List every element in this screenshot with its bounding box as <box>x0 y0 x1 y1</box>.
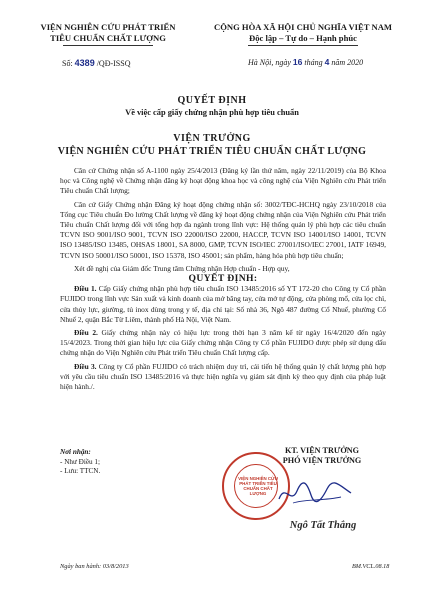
issue-date <box>248 57 363 67</box>
document-title: QUYẾT ĐỊNH <box>177 95 247 106</box>
signer-title-line2: PHÓ VIỆN TRƯỞNG <box>282 456 362 465</box>
recipients-heading: Nơi nhận: <box>60 448 91 456</box>
national-title: CỘNG HÒA XÃ HỘI CHỦ NGHĨA VIỆT NAM <box>213 22 393 32</box>
issuer-underline <box>63 45 153 46</box>
motto-underline <box>248 45 358 46</box>
decision-heading: QUYẾT ĐỊNH: <box>188 273 258 285</box>
document-body <box>60 166 386 392</box>
article-label: Điều 1. <box>74 284 97 294</box>
national-header <box>198 22 408 46</box>
signer-name: Ngô Tất Thắng <box>289 520 357 531</box>
recipients-block <box>60 448 100 477</box>
decision-number-suffix: /QĐ-ISSQ <box>96 59 131 68</box>
article-3 <box>60 362 386 393</box>
seal-text: VIỆN NGHIÊN CỨU PHÁT TRIỂN TIÊU CHUẨN CHẤT LƯỢNG <box>238 476 278 496</box>
issuer-name-line1: VIỆN NGHIÊN CỨU PHÁT TRIỂN <box>40 22 176 32</box>
national-motto: Độc lập – Tự do – Hạnh phúc <box>249 33 357 43</box>
article-text: Giấy chứng nhận này có hiệu lực trong thời hạn 3 năm kể từ ngày 16/4/2020 đến ngày 15/4/2023. Trong thời gian hiệu lực của Giấy chứng nhận Công ty Cổ phần FUJIDO được phép sử dụng dấu chứng nhận do Viện Nghiên cứu Phát triển Tiêu chuẩn Chất lượng cấp. <box>60 328 386 358</box>
article-2 <box>60 328 386 359</box>
footer-form-code: BM.VCL.08.18 <box>352 563 390 570</box>
issuer-header <box>18 22 198 46</box>
handwritten-signature <box>275 475 355 509</box>
date-mid: tháng <box>304 58 323 67</box>
authority-title: VIỆN TRƯỞNG <box>173 133 251 144</box>
recipient-item: - Như Điều 1; <box>60 457 101 466</box>
decision-number <box>62 58 130 68</box>
issuer-name-line2: TIÊU CHUẨN CHẤT LƯỢNG <box>50 33 166 43</box>
signature-block <box>262 446 382 466</box>
preamble-paragraph: Căn cứ Chứng nhận số A-1100 ngày 25/4/2013 (Đăng ký lần thứ năm, ngày 22/11/2019) của Bộ Khoa học và Công nghệ về Chứng nhận đăng ký hoạt động khoa học và công nghệ của Viện Nghiên cứu Phát triển Tiêu chuẩn Chất lượng; <box>60 166 386 196</box>
article-label: Điều 2. <box>74 328 98 338</box>
article-text: Công ty Cổ phần FUJIDO có trách nhiệm duy trì, cải tiến hệ thống quản lý chất lượng phù hợp với yêu cầu tiêu chuẩn ISO 13485:2016 và thực hiện nghĩa vụ giám sát định kỳ theo quy định của pháp luật hiện hành./. <box>60 361 386 392</box>
preamble-paragraph: Căn cứ Giấy Chứng nhận Đăng ký hoạt động chứng nhận số: 3002/TĐC-HCHQ ngày 23/10/2018 của Tổng cục Tiêu chuẩn Đo lường Chất lượng về đăng ký hoạt động chứng nhận của Viện Nghiên cứu Phát triển Tiêu chuẩn Chất lượng đối với tổng hợp đa ngành trong lĩnh vực: Hệ thống quản lý phù hợp các tiêu chuẩn TCVN ISO 9001/ISO 9001, TCVN ISO 22000/ISO 22000, HACCP, TCVN ISO 14001/ISO 14001, TCVN ISO 13485/ISO 13485, OHSAS 18001, SA 8000, GMP, TCVN ISO/IEC 27001/ISO/IEC 27001, IATF 16949, TCVN ISO 50001/ISO 50001, ISO 15378, ISO 45001; sản phẩm, hàng hóa phù hợp tiêu chuẩn; <box>60 199 386 260</box>
date-day: 16 <box>292 57 303 67</box>
decision-number-handwritten: 4389 <box>74 58 95 68</box>
preamble-paragraph: Xét đề nghị của Giám đốc Trung tâm Chứng nhận Hợp chuẩn - Hợp quy, <box>74 263 290 273</box>
article-label: Điều 3. <box>74 361 97 371</box>
date-prefix: Hà Nội, ngày <box>248 58 291 67</box>
date-month: 4 <box>324 57 330 67</box>
document-subject: Về việc cấp giấy chứng nhận phù hợp tiêu chuẩn <box>125 108 299 117</box>
recipient-item: - Lưu: TTCN. <box>60 467 101 475</box>
date-suffix: năm 2020 <box>331 58 364 67</box>
authority-org: VIỆN NGHIÊN CỨU PHÁT TRIỂN TIÊU CHUẨN CHẤT LƯỢNG <box>57 146 367 157</box>
article-1 <box>60 284 386 325</box>
footer-issue-date: Ngày ban hành: 03/8/2013 <box>60 563 129 570</box>
signer-title-line1: KT. VIỆN TRƯỞNG <box>284 446 360 455</box>
decision-number-prefix: Số: <box>62 59 73 68</box>
article-text: Cấp Giấy chứng nhận phù hợp tiêu chuẩn ISO 13485:2016 số YT 172-20 cho Công ty Cổ phần FUJIDO trong lĩnh vực Sản xuất và kinh doanh của mở băng tay, cửa mở tự động, cửa phòng mổ, cửa lọc chì, cửa thủy lực, giường, tủ inox dùng trong y tế, địa chỉ tại: Số nhà 36, Ngõ 487 đường Cổ Nhuế, phường Cổ Nhuế 2, quận Bắc Từ Liêm, thành phố Hà Nội, Việt Nam. <box>60 284 386 324</box>
